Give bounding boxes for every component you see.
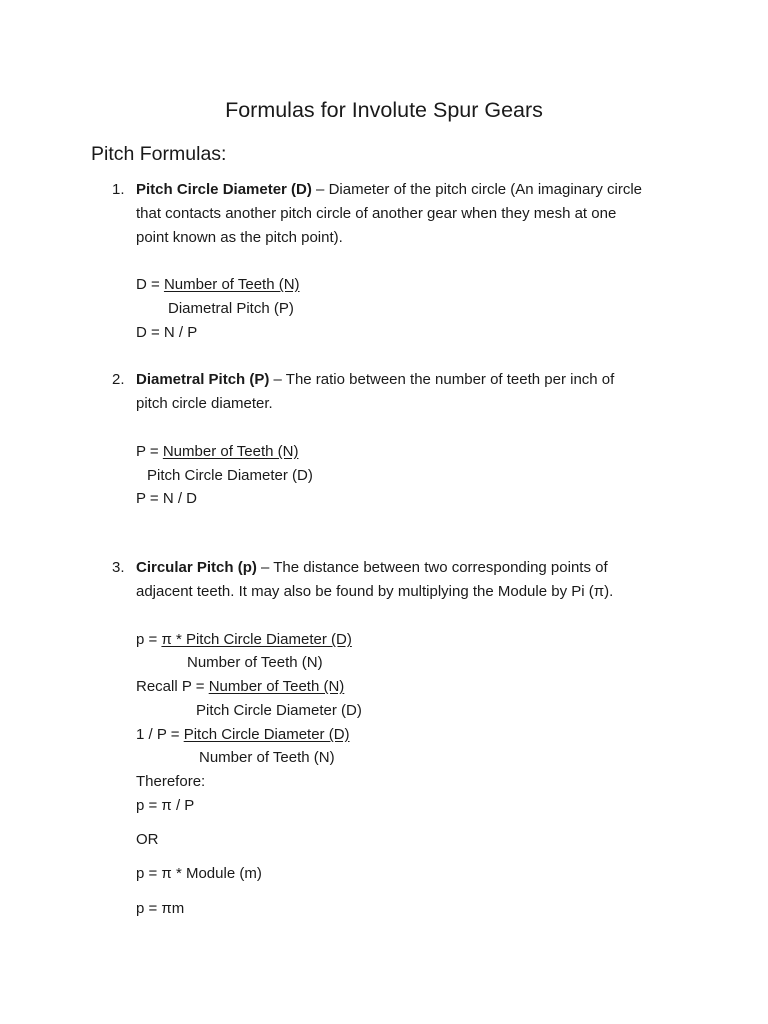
definition-line: pitch circle diameter.: [136, 395, 273, 412]
formula-fraction: [136, 443, 298, 461]
formula-denominator: Diametral Pitch (P): [168, 300, 294, 317]
formula-prefix: D =: [136, 276, 164, 293]
therefore-text: Therefore:: [136, 773, 206, 790]
definition-line: point known as the pitch point).: [136, 229, 343, 246]
formula: p = π / P: [136, 797, 195, 814]
list-number: 1.: [112, 181, 125, 198]
definition-line: [136, 371, 614, 389]
definition-line: adjacent teeth. It may also be found by multiplying the Module by Pi (π).: [136, 583, 614, 600]
or-text: OR: [136, 831, 159, 848]
formula-denominator: Number of Teeth (N): [199, 749, 335, 766]
definition-line: [136, 559, 608, 577]
formula-fraction: [136, 726, 350, 744]
definition-text: – The ratio between the number of teeth per inch of: [269, 371, 615, 388]
term-label: Pitch Circle Diameter (D): [136, 181, 312, 198]
formula-fraction: [136, 678, 344, 696]
formula: D = N / P: [136, 324, 198, 341]
formula-prefix: P =: [136, 443, 163, 460]
formula-denominator: Pitch Circle Diameter (D): [196, 702, 362, 719]
definition-text: – Diameter of the pitch circle (An imaginary circle: [311, 181, 643, 198]
formula-prefix: Recall P =: [136, 678, 209, 695]
formula-denominator: Pitch Circle Diameter (D): [147, 467, 313, 484]
list-number: 2.: [112, 371, 125, 388]
formula-numerator: Pitch Circle Diameter (D): [183, 726, 350, 743]
formula-numerator: Number of Teeth (N): [208, 678, 345, 695]
term-label: Circular Pitch (p): [136, 559, 257, 576]
formula-numerator: Number of Teeth (N): [163, 276, 300, 293]
formula: p = πm: [136, 900, 185, 917]
definition-line: that contacts another pitch circle of another gear when they mesh at one: [136, 205, 617, 222]
formula-fraction: [136, 276, 300, 294]
document-title: Formulas for Involute Spur Gears: [225, 98, 543, 122]
formula: P = N / D: [136, 490, 197, 507]
formula-numerator: Number of Teeth (N): [162, 443, 299, 460]
term-label: Diametral Pitch (P): [136, 371, 270, 388]
formula-numerator: π * Pitch Circle Diameter (D): [161, 631, 352, 648]
formula-fraction: [136, 631, 352, 649]
definition-text: – The distance between two corresponding points of: [256, 559, 608, 576]
list-number: 3.: [112, 559, 125, 576]
formula-denominator: Number of Teeth (N): [187, 654, 323, 671]
formula-prefix: p =: [136, 631, 162, 648]
formula-prefix: 1 / P =: [136, 726, 184, 743]
section-title: Pitch Formulas:: [91, 143, 227, 165]
definition-line: [136, 181, 642, 199]
formula: p = π * Module (m): [136, 865, 262, 882]
